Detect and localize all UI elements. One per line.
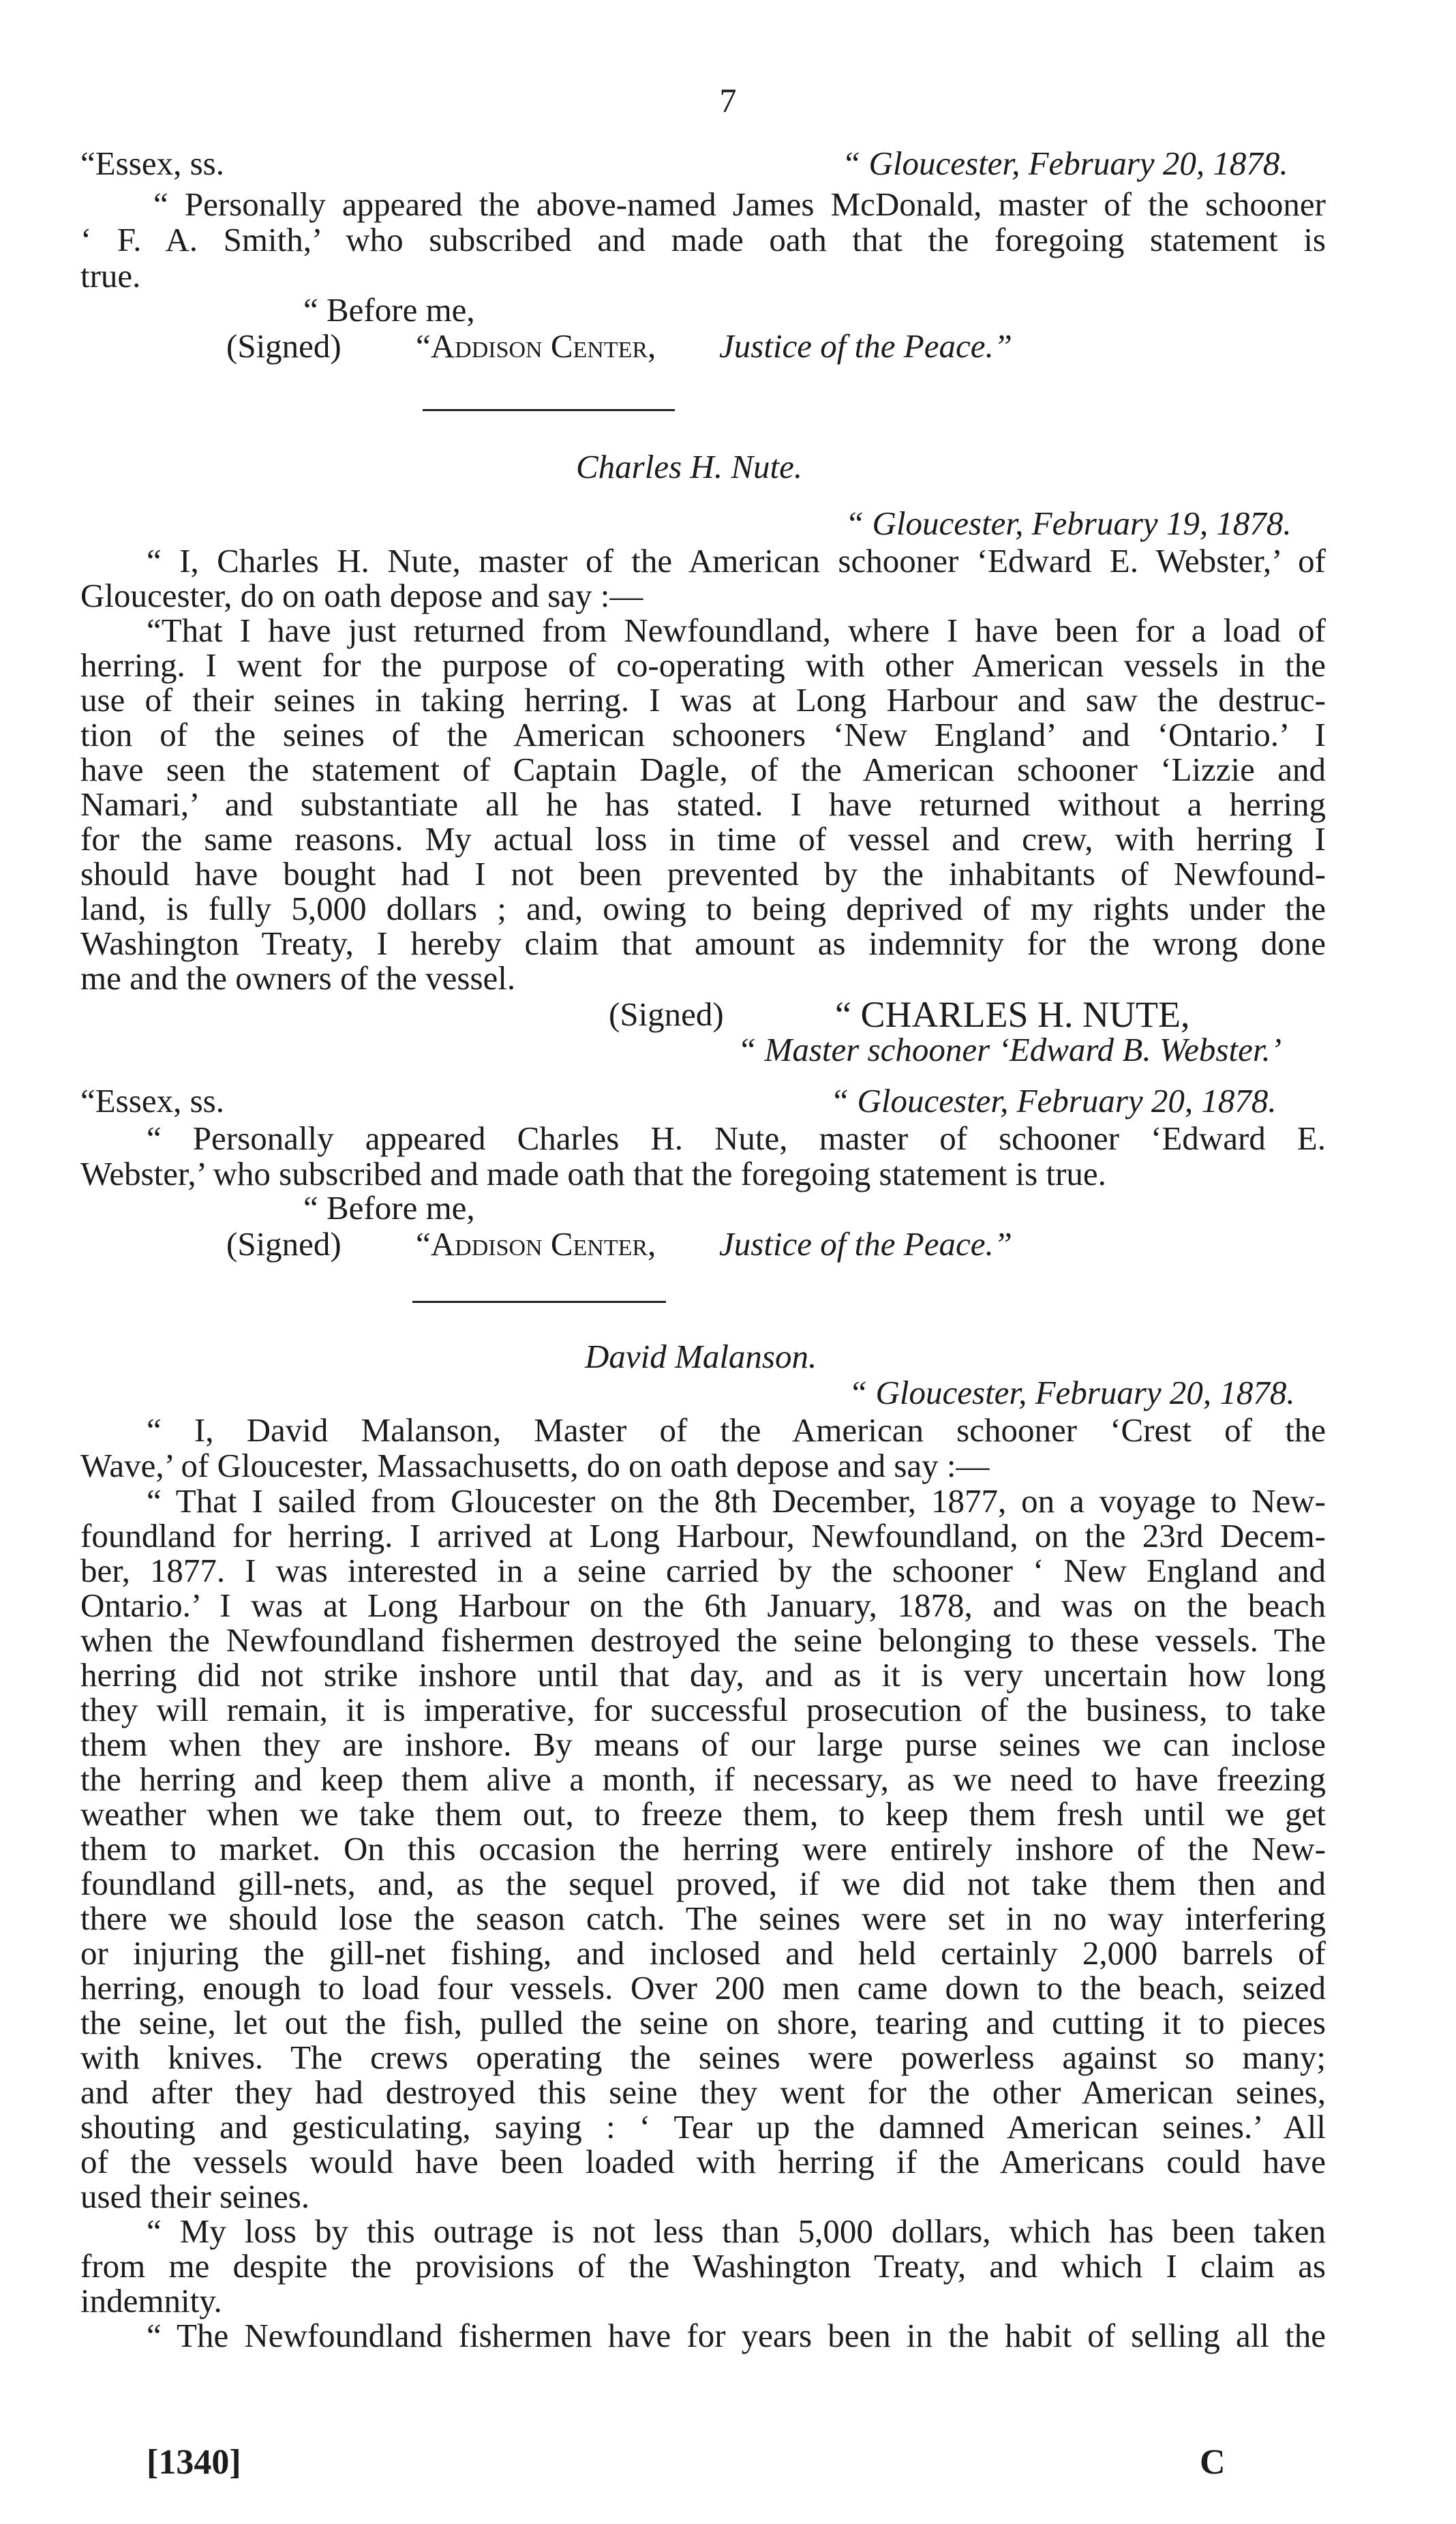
text-line: them to market. On this occasion the herring were entirely inshore of the New- [80,1830,1326,1867]
section-heading: David Malanson. [585,1338,817,1375]
text-line: Ontario.’ I was at Long Harbour on the 6th January, 1878, and was on the beach [80,1587,1326,1624]
text-line: ‘ F. A. Smith,’ who subscribed and made oath that the foregoing statement is [80,221,1326,258]
text-line: for the same reasons. My actual loss in time of vessel and crew, with herring I [80,820,1326,858]
text-line: “ The Newfoundland fishermen have for years been in the habit of selling all the [147,2317,1326,2354]
justice-name: “Addison Center, [416,1225,656,1263]
dateline: “ Gloucester, February 20, 1878. [842,145,1288,182]
justice-title: Justice of the Peace.” [719,1225,1012,1263]
text-line: Washington Treaty, I hereby claim that amount as indemnity for the wrong done [80,925,1326,962]
justice-name: “Addison Center, [416,327,656,365]
text-line: the seine, let out the fish, pulled the seine on shore, tearing and cutting it to pieces [80,2004,1326,2041]
page-number: 7 [719,81,737,119]
text-line: they will remain, it is imperative, for successful prosecution of the business, to take [80,1691,1326,1728]
text-line: indemnity. [80,2282,222,2319]
venue: “Essex, ss. [80,145,224,182]
text-line: herring. I went for the purpose of co-operating with other American vessels in the [80,646,1326,684]
signer-name: “ CHARLES H. NUTE, [835,994,1190,1035]
text-line: of the vessels would have been loaded with herring if the Americans could have [80,2143,1326,2180]
text-line: when the Newfoundland fishermen destroyed the seine belonging to these vessels. The [80,1621,1326,1659]
before-me: “ Before me, [303,291,475,329]
text-line: “That I have just returned from Newfoundland, where I have been for a load of [147,612,1326,649]
signature-letter: C [1200,2443,1226,2482]
text-line: have seen the statement of Captain Dagle, of the American schooner ‘Lizzie and [80,751,1326,788]
signature-mark: [1340] [147,2443,241,2482]
text-line: “ I, David Malanson, Master of the American schooner ‘Crest of the [147,1411,1326,1449]
text-line: Webster,’ who subscribed and made oath that the foregoing statement is true. [80,1155,1106,1192]
text-line: true. [80,257,141,295]
text-line: land, is fully 5,000 dollars ; and, owing to being deprived of my rights under the [80,890,1326,927]
text-line: “ That I sailed from Gloucester on the 8th December, 1877, on a voyage to New- [147,1482,1326,1520]
section-divider [412,1301,666,1303]
signer-title: “ Master schooner ‘Edward B. Webster.’ [738,1031,1282,1068]
section-heading: Charles H. Nute. [576,448,803,485]
dateline: “ Gloucester, February 19, 1878. [845,505,1292,542]
text-line: foundland for herring. I arrived at Long Harbour, Newfoundland, on the 23rd Decem- [80,1517,1326,1554]
text-line: shouting and gesticulating, saying : ‘ Tear up the damned American seines.’ All [80,2108,1326,2146]
text-line: and after they had destroyed this seine they went for the other American seines, [80,2073,1326,2111]
text-line: them when they are inshore. By means of our large purse seines we can inclose [80,1726,1326,1763]
text-line: with knives. The crews operating the seines were powerless against so many; [80,2039,1326,2076]
text-line: the herring and keep them alive a month, if necessary, as we need to have freezing [80,1760,1326,1798]
text-line: Gloucester, do on oath depose and say :— [80,577,643,614]
section-divider [423,409,675,411]
text-line: Wave,’ of Gloucester, Massachusetts, do on oath depose and say :— [80,1447,990,1484]
signed-label: (Signed) [609,995,724,1033]
text-line: should have bought had I not been prevented by the inhabitants of Newfound- [80,855,1326,892]
text-line: use of their seines in taking herring. I was at Long Harbour and saw the destruc- [80,681,1326,719]
text-line: foundland gill-nets, and, as the sequel proved, if we did not take them then and [80,1865,1326,1902]
justice-title: Justice of the Peace.” [719,327,1012,365]
text-line: “ My loss by this outrage is not less than 5,000 dollars, which has been taken [147,2212,1326,2250]
text-line: tion of the seines of the American schooners ‘New England’ and ‘Ontario.’ I [80,716,1326,753]
signed-label: (Signed) [226,1225,342,1263]
text-line: or injuring the gill-net fishing, and inclosed and held certainly 2,000 barrels of [80,1934,1326,1972]
text-line: “ Personally appeared Charles H. Nute, master of schooner ‘Edward E. [147,1120,1326,1157]
text-line: there we should lose the season catch. The seines were set in no way interfering [80,1899,1326,1937]
text-line: herring did not strike inshore until that day, and as it is very uncertain how long [80,1656,1326,1694]
signed-label: (Signed) [226,327,342,365]
text-line: “ I, Charles H. Nute, master of the American schooner ‘Edward E. Webster,’ of [147,542,1326,580]
dateline: “ Gloucester, February 20, 1878. [849,1374,1295,1411]
text-line: ber, 1877. I was interested in a seine carried by the schooner ‘ New England and [80,1552,1326,1589]
dateline: “ Gloucester, February 20, 1878. [830,1082,1277,1120]
text-line: from me despite the provisions of the Washington Treaty, and which I claim as [80,2247,1326,2285]
text-line: me and the owners of the vessel. [80,959,516,997]
text-line: weather when we take them out, to freeze them, to keep them fresh until we get [80,1795,1326,1833]
text-line: herring, enough to load four vessels. Over 200 men came down to the beach, seized [80,1969,1326,2007]
before-me: “ Before me, [303,1189,475,1227]
text-line: “ Personally appeared the above-named James McDonald, master of the schooner [153,185,1326,223]
text-line: Namari,’ and substantiate all he has stated. I have returned without a herring [80,785,1326,823]
text-line: used their seines. [80,2178,310,2215]
venue: “Essex, ss. [80,1082,224,1120]
